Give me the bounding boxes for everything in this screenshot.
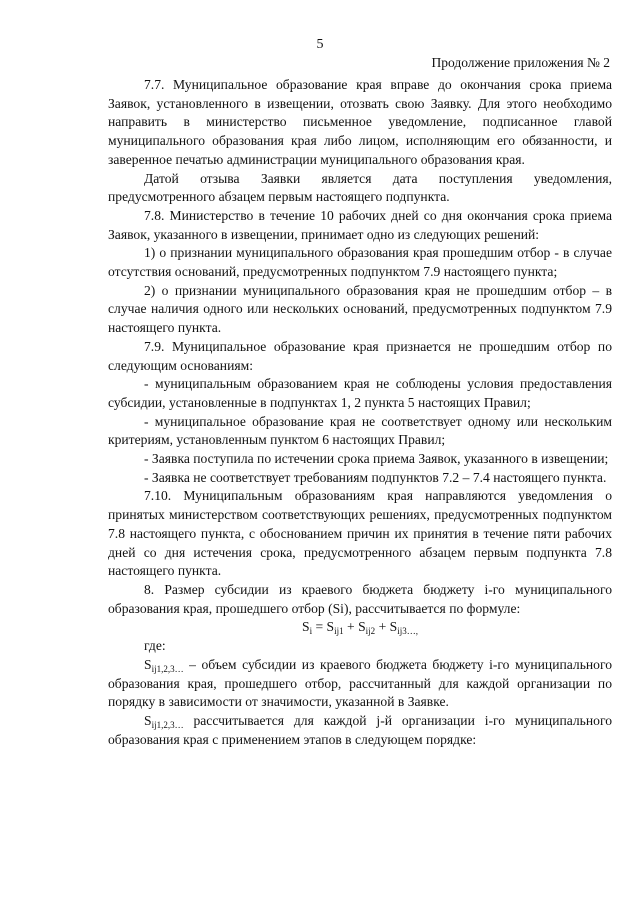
paragraph-7-7: 7.7. Муниципальное образование края вправе до окончания срока приема Заявок, установленного в извещении, отозвать свою Заявку. Для этого необходимо направить в министерство письменное уведомление, подписанное главой муниципального образования края либо лицом, исполняющим его обязанности, и заверенное печатью администрации муниципального образования края. xyxy=(108,77,612,167)
document-body xyxy=(108,76,612,749)
paragraph-7-9-ground-2: - муниципальное образование края не соответствует одному или нескольким критериям, установленным пунктом 6 настоящих Правил; xyxy=(108,413,612,448)
paragraph-7-9-ground-4: - Заявка не соответствует требованиям подпунктов 7.2 – 7.4 настоящего пункта. xyxy=(144,469,607,485)
formula-term-2: + S xyxy=(343,619,366,635)
definition-1-symbol: S xyxy=(144,656,152,672)
formula-term-1: = S xyxy=(312,619,335,635)
formula-term-3-index: ij3…, xyxy=(397,626,418,637)
definition-calculation-order xyxy=(108,712,612,749)
definition-2-index: ij1,2,3… xyxy=(151,719,184,730)
formula-lhs-index: i xyxy=(309,626,313,637)
definition-1-text: – объем субсидии из краевого бюджета бюджету i-го муниципального образования края, прошедшего отбор, рассчитанный для каждой организации по порядку в зависимости от значимости, указанной в Заявке. xyxy=(108,656,612,710)
subsidy-formula xyxy=(108,618,612,637)
paragraph-7-9: 7.9. Муниципальное образование края признается не прошедшим отбор по следующим основаниям: xyxy=(108,338,612,373)
paragraph-7-7-withdrawal-date: Датой отзыва Заявки является дата поступления уведомления, предусмотренного абзацем первым настоящего подпункта. xyxy=(108,170,612,205)
formula-term-3: + S xyxy=(375,619,398,635)
appendix-continuation-note: Продолжение приложения № 2 xyxy=(431,55,610,70)
page-number: 5 xyxy=(316,37,324,52)
definition-subsidy-volume xyxy=(108,656,612,712)
paragraph-7-9-ground-3: - Заявка поступила по истечении срока приема Заявок, указанного в извещении; xyxy=(144,451,609,467)
paragraph-7-8-option-2: 2) о признании муниципального образования края не прошедшим отбор – в случае наличия одного или нескольких оснований, предусмотренных подпунктом 7.9 настоящего пункта. xyxy=(108,282,612,336)
paragraph-7-8-option-1: 1) о признании муниципального образования края прошедшим отбор - в случае отсутствия оснований, предусмотренных подпунктом 7.9 настоящего пункта; xyxy=(108,245,612,280)
formula-term-2-index: ij2 xyxy=(365,626,376,637)
formula-term-1-index: ij1 xyxy=(334,626,344,637)
definition-2-symbol: S xyxy=(144,712,152,728)
formula-lhs: S xyxy=(302,619,310,635)
paragraph-8: 8. Размер субсидии из краевого бюджета бюджету i-го муниципального образования края, прошедшего отбор (Si), рассчитывается по формуле: xyxy=(108,581,612,616)
paragraph-7-9-ground-1: - муниципальным образованием края не соблюдены условия предоставления субсидии, установленные в подпунктах 1, 2 пункта 5 настоящих Правил; xyxy=(108,376,612,410)
where-label: где: xyxy=(144,638,166,654)
definition-1-index: ij1,2,3… xyxy=(151,663,184,674)
paragraph-7-8: 7.8. Министерство в течение 10 рабочих дней со дня окончания срока приема Заявок, указанного в извещении, принимает одно из следующих решений: xyxy=(108,207,612,242)
paragraph-7-10: 7.10. Муниципальным образованиям края направляются уведомления о принятых министерством соответствующих решениях, предусмотренных подпунктом 7.8 настоящего пункта, с обоснованием причин их принятия в течение пяти рабочих дней со дня истечения срока, предусмотренного абзацем первым подпункта 7.8 настоящего пункта. xyxy=(108,488,612,579)
definition-2-text: рассчитывается для каждой j-й организации i-го муниципального образования края с применением этапов в следующем порядке: xyxy=(108,712,612,747)
